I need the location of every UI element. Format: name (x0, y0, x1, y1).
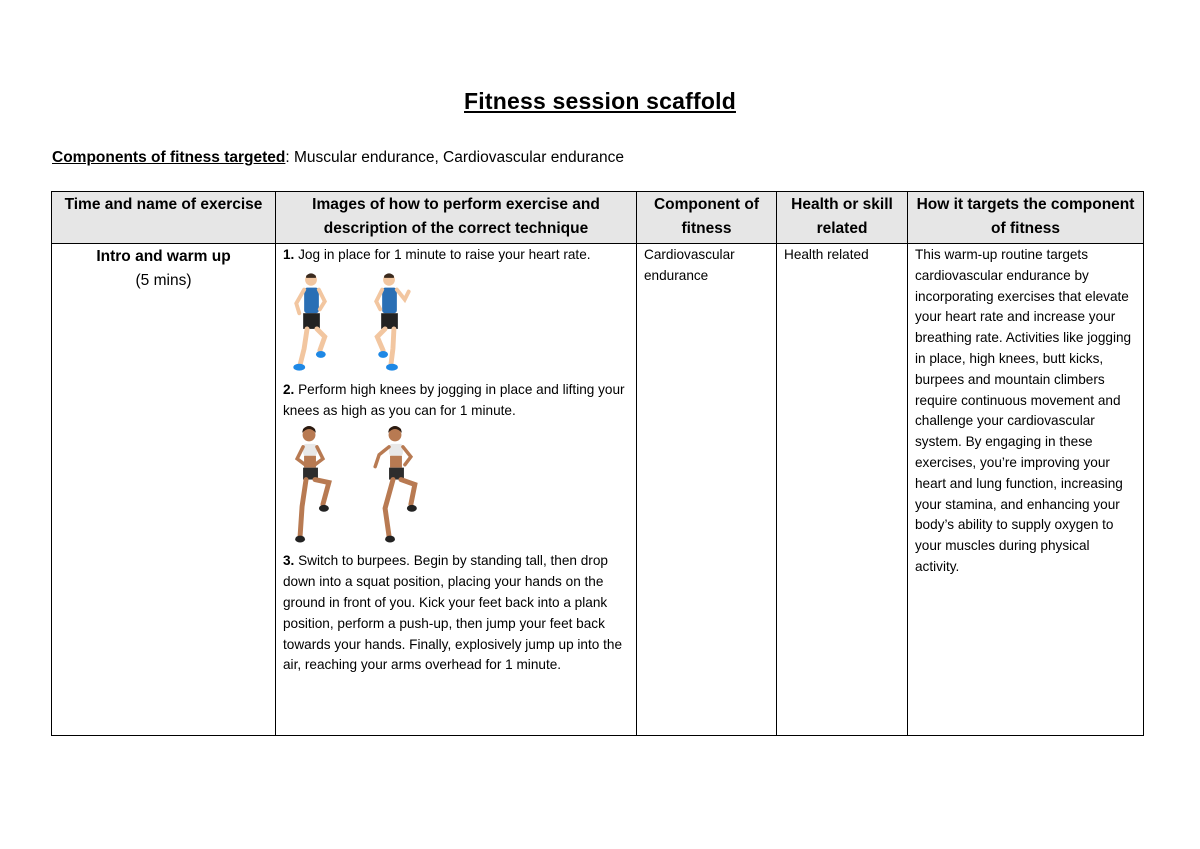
page-title: Fitness session scaffold (464, 88, 736, 114)
table-header-row (52, 192, 1144, 244)
cell-how-it-targets: This warm-up routine targets cardiovascular endurance by incorporating exercises that elevate your heart rate and increase your breathing rate. Activities like jogging in place, high knees, butt kicks, burpees and mountain climbers require continuous movement and challenge your cardiovascular system. By engaging in these exercises, you’re improving your heart and lung function, increasing your stamina, and enhancing your body’s ability to supply oxygen to your muscles during physical activity. (908, 244, 1144, 736)
cell-time-name (52, 244, 276, 736)
step-2: 2. Perform high knees by jogging in place and lifting your knees as high as you can for 1 minute. (283, 381, 625, 418)
components-line (52, 149, 624, 167)
header-health-skill: Health or skill related (777, 192, 908, 244)
step-3: 3. Switch to burpees. Begin by standing tall, then drop down into a squat position, placing your hands on the ground in front of you. Kick your feet back into a plank position, perform a push-up, then jump your feet back towards your hands. Finally, explosively jump up into the air, reaching your arms overhead for 1 minute. (283, 553, 623, 673)
jogger-figure-icon (365, 270, 415, 378)
header-component: Component of fitness (637, 192, 777, 244)
jogger-figure-icon (287, 270, 337, 378)
components-label: Components of fitness targeted (52, 149, 286, 166)
cell-health-skill: Health related (777, 244, 908, 736)
exercise-duration: (5 mins) (135, 272, 192, 289)
step-1: 1. Jog in place for 1 minute to raise your heart rate. (283, 247, 591, 262)
cell-description (276, 244, 637, 736)
high-knees-figure-icon (365, 425, 425, 549)
high-knees-image (287, 425, 629, 549)
header-images-description: Images of how to perform exercise and description of the correct technique (276, 192, 637, 244)
high-knees-figure-icon (287, 425, 337, 549)
cell-component: Cardiovascular endurance (637, 244, 777, 736)
exercise-name: Intro and warm up (96, 248, 231, 265)
components-separator: : (285, 149, 290, 166)
header-time-name: Time and name of exercise (52, 192, 276, 244)
session-table (51, 191, 1144, 736)
components-value: Muscular endurance, Cardiovascular endurance (289, 149, 624, 166)
jog-in-place-image (287, 270, 629, 378)
table-row (52, 244, 1144, 736)
header-how-it-targets: How it targets the component of fitness (908, 192, 1144, 244)
